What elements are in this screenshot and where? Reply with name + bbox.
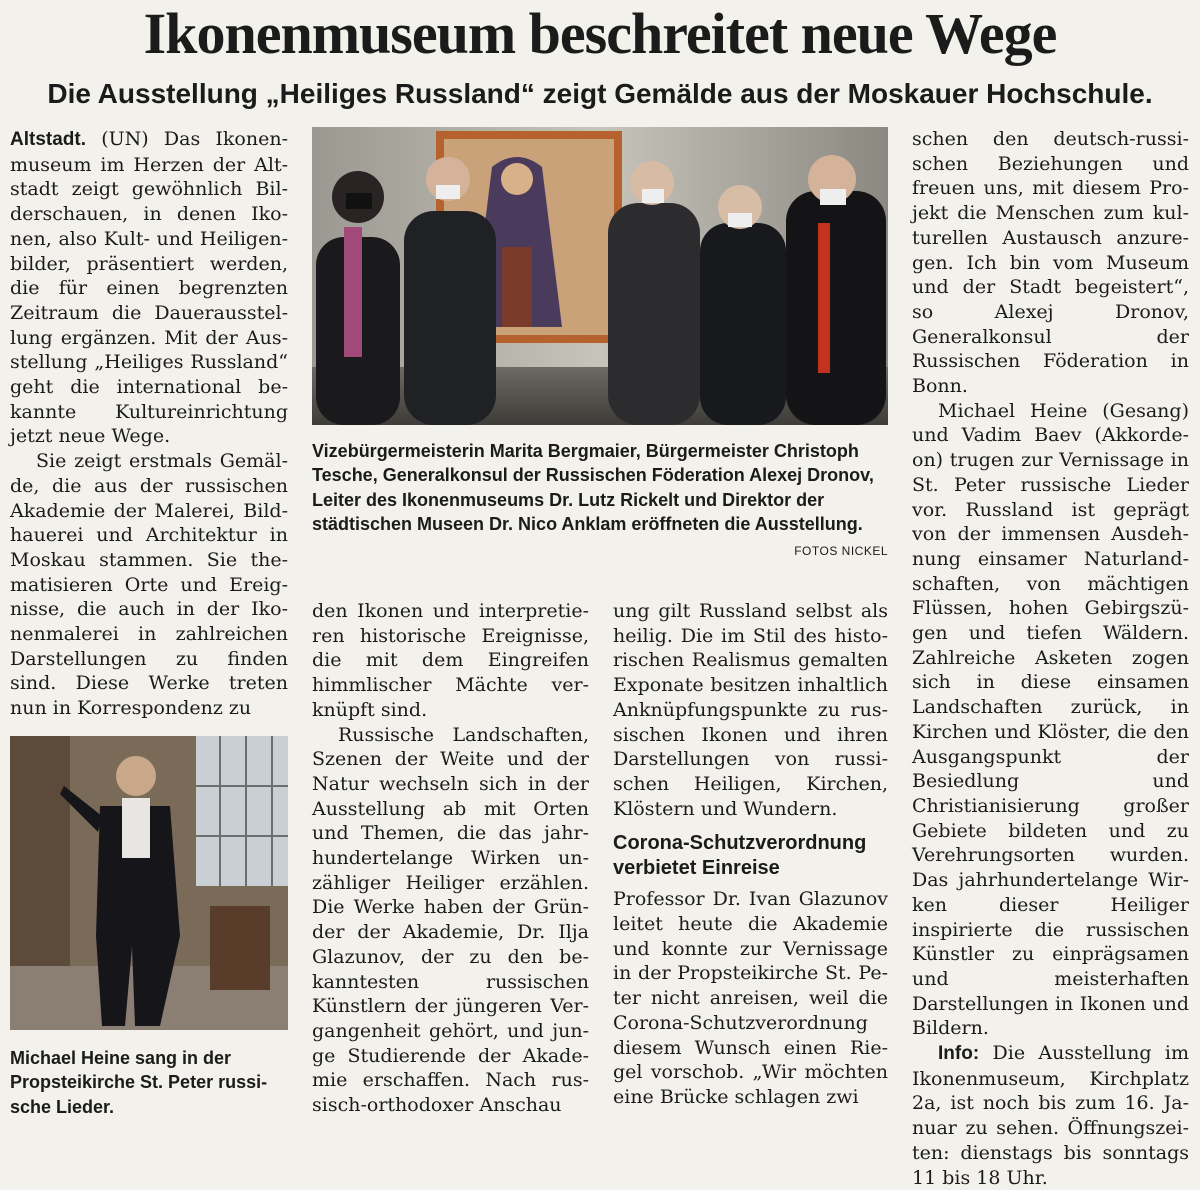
paragraph: Michael Heine (Gesang) und Vadim Baev (Akkordeon) trugen zur Vernissage in St. Peter russische Lieder vor. Russland ist geprägt von der immensen Ausdehnung einsamer Naturlandschaften, von mächtigen Flüssen, hohen Gebirgszügen und tiefen Wäldern. Zahlreiche Asketen zogen sich in diese einsamen Landschaften zurück, in Kirchen und Klöster, die den Ausgangspunkt der Besiedlung und Christianisierung großer Gebiete bildeten und zu Verehrungsorten wurden. Das jahrhundertelange Wirken dieser Heiliger inspirierte die russischen Künstler zu einprägsamen und meisterhaften Darstellungen in Ikonen und Bildern. [912, 399, 1189, 1040]
dateline: Altstadt. [10, 129, 86, 150]
paragraph: Russische Landschaften, Szenen der Weite und der Natur wechseln sich in der Ausstellung ab mit Orten und Themen, die das jahrhundertelange Wirken unzähliger Heiliger erzählen. Die Werke haben der Gründer der Akademie, Dr. Ilja Glazunov, der zu den bekanntesten russischen Künstlern der jüngeren Vergangenheit gehört, und junge Studierende der Akademie erschaffen. Nach russisch-orthodoxer Anschau [312, 723, 589, 1117]
paragraph-text: (UN) Das Ikonenmuseum im Herzen der Altstadt zeigt gewöhnlich Bilderschauen, in denen Ikonen, also Kult- und Heiligenbilder, präsentiert werden, die für einen begrenzten Zeitraum die Dauerausstellung ergänzen. Mit der Ausstellung „Heiliges Russland“ geht die international bekannte Kultureinrichtung jetzt neue Wege. [10, 128, 289, 448]
info-text: Die Ausstellung im Ikonenmuseum, Kirchplatz 2a, ist noch bis zum 16. Januar zu sehen. Öffnungszeiten: dienstags bis sonntags 11 bis 18 Uhr. [912, 1042, 1189, 1189]
group-photo-caption: Vizebürgermeisterin Marita Bergmaier, Bürgermeister Christoph Tesche, Generalkonsul der Russischen Föderation Alexej Dronov, Leiter des Ikonenmuseums Dr. Lutz Rickelt und Direktor der städtischen Museen Dr. Nico Anklam eröffneten die Ausstellung. [312, 441, 874, 534]
article-column-2 [312, 599, 589, 1118]
info-label: Info: [938, 1043, 980, 1065]
article-column-1 [10, 127, 288, 721]
paragraph: den Ikonen und interpretieren historische Ereignisse, die mit dem Eingreifen himmlischer Mächte verknüpft sind. [312, 600, 589, 721]
subheadline: Die Ausstellung „Heiliges Russland“ zeigt Gemälde aus der Moskauer Hochschule. [47, 78, 1153, 109]
subheading: Corona-Schutzverordnung verbietet Einreise [613, 832, 867, 880]
paragraph [10, 127, 288, 449]
info-box [912, 1041, 1189, 1190]
singer-photo-image [10, 736, 288, 1030]
paragraph: ung gilt Russland selbst als heilig. Die im Stil des historischen Realismus gemalten Exponate besitzen inhaltlich Anknüpfungspunkte zu russischen Ikonen und ihren Darstellungen von russischen Heiligen, Kirchen, Klöstern und Wundern. [613, 600, 888, 820]
person-silhouette [786, 155, 886, 425]
article-column-3 [613, 599, 888, 1110]
article-column-4 [912, 127, 1189, 1190]
group-photo-image [312, 127, 888, 425]
paragraph: Professor Dr. Ivan Glazunov leitet heute die Akademie und konnte zur Vernissage in der Propsteikirche St. Peter nicht anreisen, weil die Corona-Schutzverordnung diesem Wunsch einen Riegel vorschob. „Wir möchten eine Brücke schlagen zwi [613, 888, 888, 1108]
paragraph: Sie zeigt erstmals Gemälde, die aus der russischen Akademie der Malerei, Bildhauerei und Architektur in Moskau stammen. Sie thematisieren Orte und Ereignisse, die auch in der Ikonenmalerei in zahlreichen Darstellungen zu finden sind. Diese Werke treten nun in Korrespondenz zu [10, 450, 288, 720]
group-photo [312, 127, 888, 425]
headline: Ikonenmuseum beschreitet neue Wege [143, 1, 1057, 66]
photo-credit: FOTOS NICKEL [794, 544, 888, 558]
singer-photo-caption: Michael Heine sang in der Propsteikirche St. Peter russische Lieder. [10, 1048, 268, 1117]
paragraph: schen den deutsch-russischen Beziehungen und freuen uns, mit diesem Projekt die Menschen zum kulturellen Austausch anzuregen. Ich bin vom Museum und der Stadt begeistert“, so Alexej Dronov, Generalkonsul der Russischen Föderation in Bonn. [912, 128, 1189, 398]
singer-photo [10, 736, 288, 1030]
